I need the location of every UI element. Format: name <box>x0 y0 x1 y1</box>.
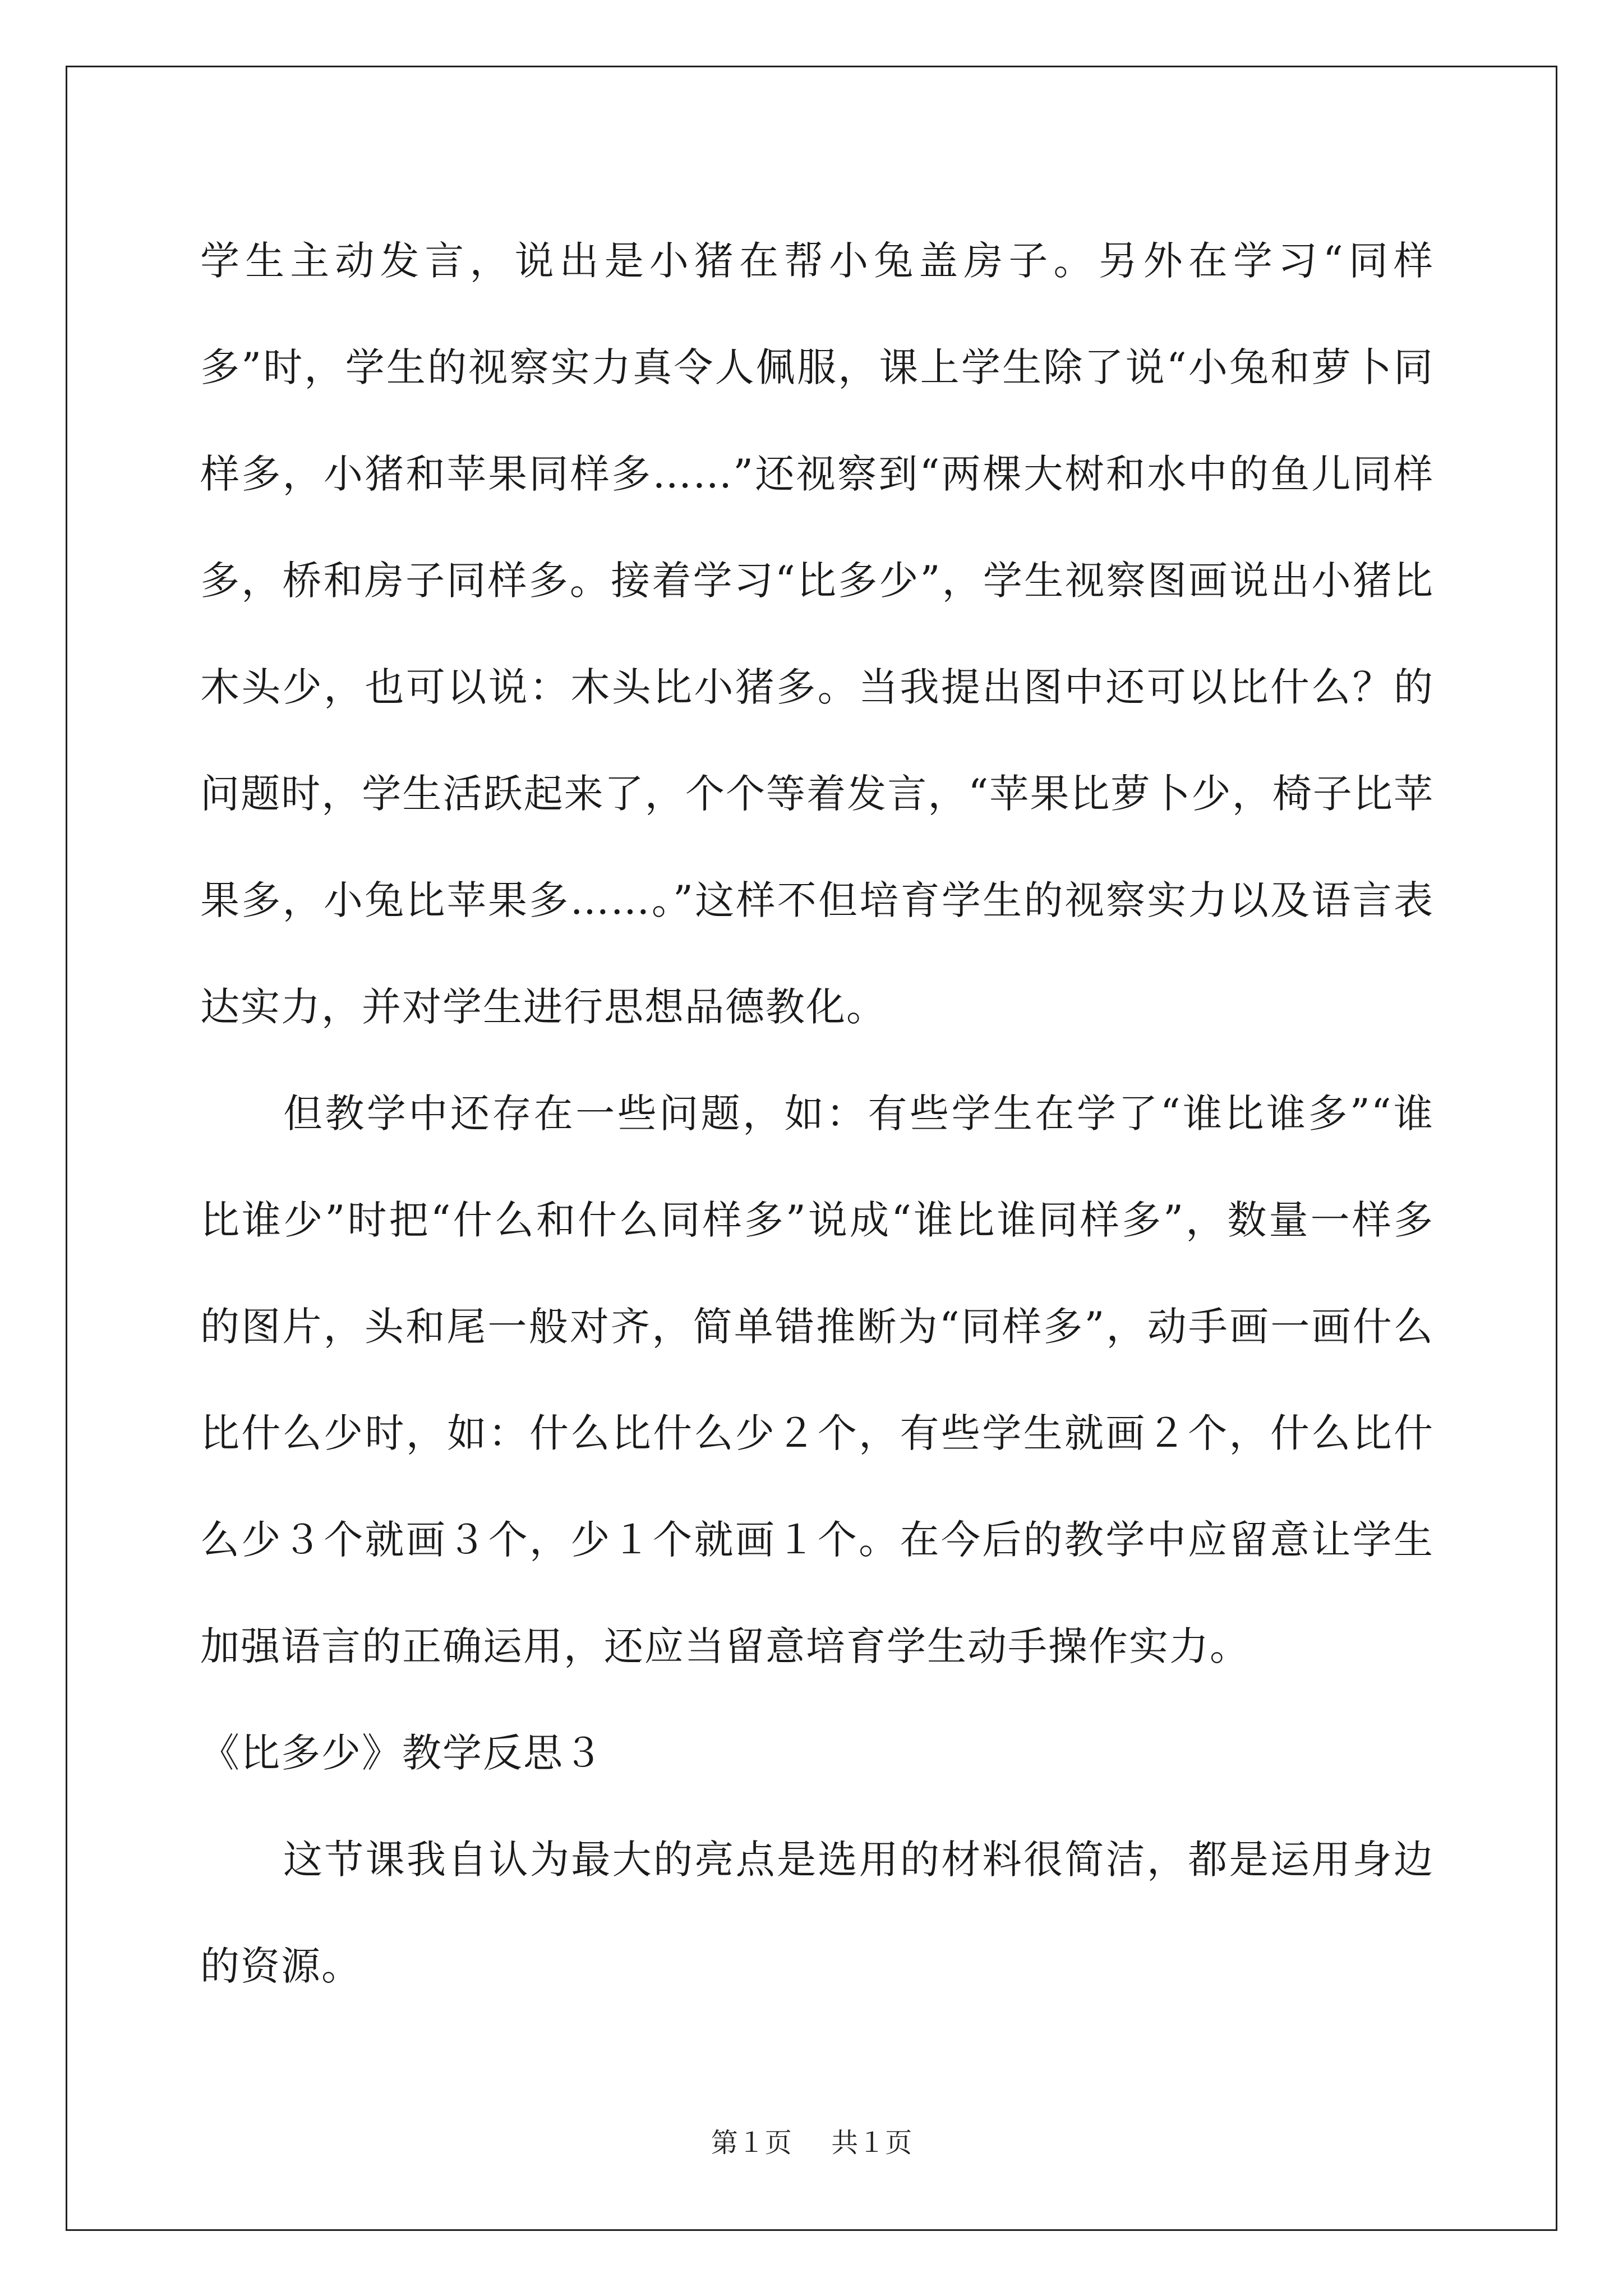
paragraph: 但教学中还存在一些问题，如：有些学生在学了“谁比谁多”“谁比谁少”时把“什么和什么同样多”说成“谁比谁同样多”，数量一样多的图片，头和尾一般对齐，简单错推断为“同样多”，动手画一画什么比什么少时，如：什么比什么少２个，有些学生就画２个，什么比什么少３个就画３个，少１个就画１个。在今后的教学中应留意让学生加强语言的正确运用，还应当留意培育学生动手操作实力。 <box>200 1091 1434 1669</box>
section-heading: 《比多少》教学反思３ <box>200 1730 604 1776</box>
paragraph: 学生主动发言，说出是小猪在帮小兔盖房子。另外在学习“同样多”时，学生的视察实力真令人佩服，课上学生除了说“小兔和萝卜同样多，小猪和苹果同样多……”还视察到“两棵大树和水中的鱼儿同样多，桥和房子同样多。接着学习“比多少”，学生视察图画说出小猪比木头少，也可以说：木头比小猪多。当我提出图中还可以比什么？的问题时，学生活跃起来了，个个等着发言，“苹果比萝卜少，椅子比苹果多，小兔比苹果多……。”这样不但培育学生的视察实力以及语言表达实力，并对学生进行思想品德教化。 <box>200 238 1434 1030</box>
document-body <box>200 208 1434 2019</box>
page-footer <box>0 2126 1623 2160</box>
paragraph: 这节课我自认为最大的亮点是选用的材料很简洁，都是运用身边的资源。 <box>200 1837 1434 1989</box>
page-number: 第１页 <box>711 2127 792 2159</box>
page-total: 共１页 <box>831 2127 912 2159</box>
